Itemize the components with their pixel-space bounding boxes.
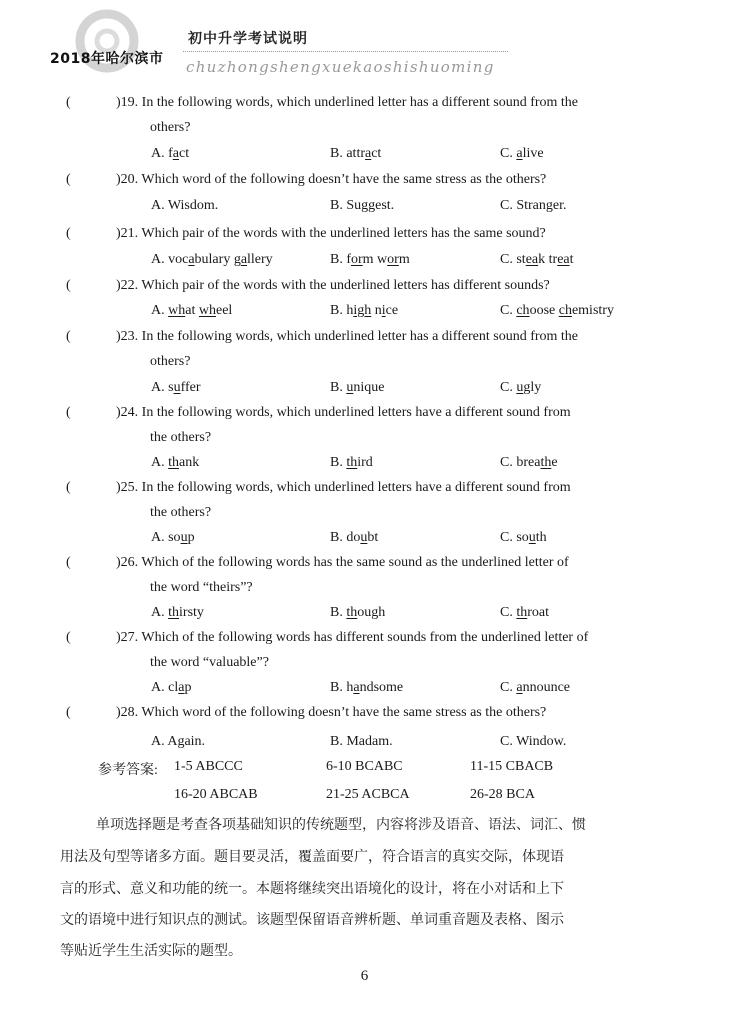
description-line: 用法及句型等诸多方面。题目要灵活，覆盖面要广，符合语言的真实交际，体现语	[60, 849, 564, 865]
underlined-letters: u	[180, 530, 188, 545]
option-a[interactable]: A. Wisdom.	[151, 198, 219, 213]
description-line: 言的形式、意义和功能的统一。本题将继续突出语境化的设计，将在小对话和上下	[60, 881, 564, 897]
underlined-letters: wh	[198, 303, 216, 318]
underlined-letters: wh	[168, 303, 186, 318]
underlined-letters: u	[346, 380, 354, 395]
header-pinyin: chuzhongshengxuekaoshishuoming	[186, 58, 495, 76]
answer-blank[interactable]: (	[66, 555, 71, 570]
underlined-letters: i	[381, 303, 386, 318]
underlined-letters: or	[351, 252, 363, 267]
description-line: 等贴近学生生活实际的题型。	[60, 943, 242, 959]
answer-blank[interactable]: (	[66, 630, 71, 645]
option-c[interactable]: C. alive	[500, 146, 544, 161]
underlined-letters: a	[188, 252, 195, 267]
underlined-letters: a	[365, 146, 372, 161]
question-text: )25. In the following words, which underlined letters have a different sound from	[116, 480, 571, 495]
underlined-letters: u	[516, 380, 524, 395]
option-a[interactable]: A. soup	[151, 530, 195, 545]
underlined-letters: a	[178, 680, 185, 695]
underlined-letters: th	[346, 455, 358, 470]
answer-blank[interactable]: (	[66, 405, 71, 420]
option-b[interactable]: B. form worm	[330, 252, 410, 267]
option-a[interactable]: A. thank	[151, 455, 200, 470]
underlined-letters: ea	[557, 252, 570, 267]
option-b[interactable]: B. high nice	[330, 303, 399, 318]
option-b[interactable]: B. handsome	[330, 680, 404, 695]
option-c[interactable]: C. Stranger.	[500, 198, 567, 213]
question-text: )26. Which of the following words has the same sound as the underlined letter of	[116, 555, 569, 570]
answer-group: 21-25 ACBCA	[326, 787, 410, 802]
option-a[interactable]: A. what wheel	[151, 303, 233, 318]
option-a[interactable]: A. Again.	[151, 734, 206, 749]
underlined-letters: ea	[525, 252, 539, 267]
option-a[interactable]: A. clap	[151, 680, 192, 695]
underlined-letters: u	[173, 380, 181, 395]
answer-blank[interactable]: (	[66, 278, 71, 293]
question-text: )27. Which of the following words has different sounds from the underlined letter of	[116, 630, 589, 645]
answer-group: 11-15 CBACB	[470, 759, 554, 774]
option-c[interactable]: C. ugly	[500, 380, 542, 395]
header-title: 初中升学考试说明	[188, 31, 308, 47]
question-text: )28. Which word of the following doesn’t have the same stress as the others?	[116, 705, 547, 720]
underlined-letters: th	[540, 455, 552, 470]
question-text: )19. In the following words, which underlined letter has a different sound from the	[116, 95, 579, 110]
page-number: 6	[360, 968, 369, 984]
underlined-letters: ch	[558, 303, 572, 318]
answer-group: 6-10 BCABC	[326, 759, 403, 774]
header-year-city: 2018年哈尔滨市	[50, 51, 164, 67]
option-b[interactable]: B. Suggest.	[330, 198, 395, 213]
option-b[interactable]: B. third	[330, 455, 373, 470]
underlined-letters: ch	[516, 303, 530, 318]
underlined-letters: a	[240, 252, 248, 267]
question-text-continued: the word “theirs”?	[150, 580, 253, 595]
underlined-letters: a	[353, 680, 360, 695]
option-c[interactable]: C. throat	[500, 605, 549, 620]
option-c[interactable]: C. choose chemistry	[500, 303, 614, 318]
underlined-letters: th	[516, 605, 528, 620]
option-c[interactable]: C. steak treat	[500, 252, 574, 267]
question-text-continued: the others?	[150, 430, 212, 445]
answer-key-label: 参考答案:	[98, 763, 158, 778]
question-text: )23. In the following words, which underlined letter has a different sound from the	[116, 329, 579, 344]
underlined-letters: th	[346, 605, 358, 620]
question-text-continued: the others?	[150, 505, 212, 520]
option-c[interactable]: C. announce	[500, 680, 570, 695]
underlined-letters: a	[516, 146, 523, 161]
option-c[interactable]: C. Window.	[500, 734, 567, 749]
option-a[interactable]: A. suffer	[151, 380, 201, 395]
question-text: )24. In the following words, which underlined letters have a different sound from	[116, 405, 571, 420]
answer-blank[interactable]: (	[66, 705, 71, 720]
underlined-letters: a	[172, 146, 179, 161]
underlined-letters: th	[168, 455, 180, 470]
option-c[interactable]: C. south	[500, 530, 547, 545]
answer-blank[interactable]: (	[66, 329, 71, 344]
answer-blank[interactable]: (	[66, 226, 71, 241]
underlined-letters: u	[360, 530, 368, 545]
question-text: )20. Which word of the following doesn’t have the same stress as the others?	[116, 172, 547, 187]
underlined-letters: or	[387, 252, 399, 267]
question-text: )21. Which pair of the words with the underlined letters has the same sound?	[116, 226, 546, 241]
answer-blank[interactable]: (	[66, 95, 71, 110]
underlined-letters: igh	[353, 303, 372, 318]
option-b[interactable]: B. Madam.	[330, 734, 393, 749]
option-c[interactable]: C. breathe	[500, 455, 558, 470]
answer-group: 16-20 ABCAB	[174, 787, 258, 802]
underlined-letters: th	[168, 605, 180, 620]
option-a[interactable]: A. thirsty	[151, 605, 204, 620]
option-b[interactable]: B. attract	[330, 146, 382, 161]
question-text-continued: the word “valuable”?	[150, 655, 269, 670]
header-divider	[183, 51, 508, 52]
answer-blank[interactable]: (	[66, 172, 71, 187]
answer-group: 26-28 BCA	[470, 787, 535, 802]
underlined-letters: u	[528, 530, 536, 545]
underlined-letters: a	[516, 680, 523, 695]
option-b[interactable]: B. doubt	[330, 530, 379, 545]
option-b[interactable]: B. unique	[330, 380, 385, 395]
description-line: 单项选择题是考查各项基础知识的传统题型，内容将涉及语音、语法、词汇、惯	[96, 817, 586, 833]
answer-blank[interactable]: (	[66, 480, 71, 495]
question-text-continued: others?	[150, 354, 191, 369]
option-a[interactable]: A. fact	[151, 146, 190, 161]
description-line: 文的语境中进行知识点的测试。该题型保留语音辨析题、单词重音题及表格、图示	[60, 912, 564, 928]
option-a[interactable]: A. vocabulary gallery	[151, 252, 273, 267]
answer-group: 1-5 ABCCC	[174, 759, 243, 774]
question-text: )22. Which pair of the words with the underlined letters has different sounds?	[116, 278, 550, 293]
question-text-continued: others?	[150, 120, 191, 135]
option-b[interactable]: B. though	[330, 605, 386, 620]
